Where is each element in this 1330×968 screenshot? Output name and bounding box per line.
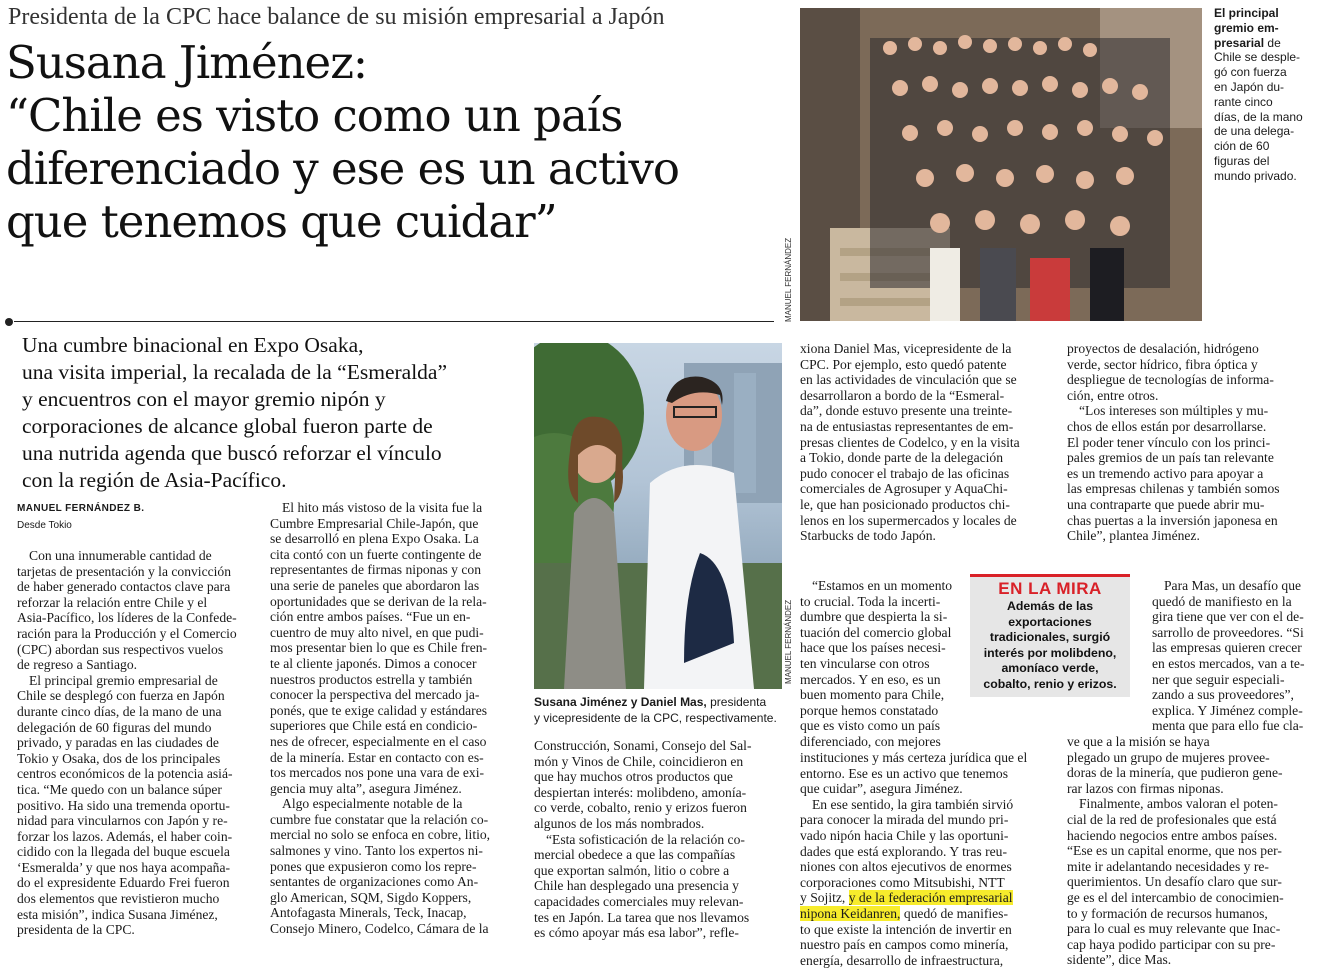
body-column-5-lower [1067, 734, 1317, 968]
photo-credit: MANUEL FERNÁNDEZ [784, 599, 793, 684]
text-line: Tokio y Osaka, dos de los principales [17, 750, 221, 766]
text-line: chos de ellos están por desarrollarse. [1067, 418, 1267, 434]
caption-bold: gremio em- [1214, 20, 1279, 35]
text-line: mercial no solo se enfoca en cobre, litio, [270, 827, 491, 843]
text-line: món y Vinos de Chile, coincidieron en [534, 753, 744, 769]
text-fragment: y Sojitz, [800, 890, 849, 906]
text-line: cumbre fue constatar que la relación co- [270, 811, 489, 827]
text-line: xiona Daniel Mas, vicepresidente de la [800, 341, 1012, 356]
group-illustration [800, 8, 1202, 321]
text-line: “Estamos en un momento [812, 578, 953, 593]
text-line: presas clientes de Codelco, y en la visita [800, 434, 1020, 450]
text-line: de la minería. Estar en contacto con es- [270, 749, 484, 765]
text-line: Construcción, Sonami, Consejo del Sal- [534, 738, 752, 753]
text-line: menta que para ello fue cla- [1152, 718, 1304, 734]
text-line: “Ese es un capital enorme, que nos per- [1067, 843, 1282, 859]
caption-bold: El principal [1214, 6, 1279, 20]
text-line: “Los intereses son múltiples y mu- [1079, 403, 1269, 419]
text-line: (CPC) abordan sus respectivos vuelos [17, 641, 224, 657]
text-line: chas puertas a la inversión japonesa en [1067, 512, 1278, 528]
body-column-1 [17, 548, 253, 938]
caption-line: ción de 60 [1214, 139, 1270, 154]
text-line: una contraparte que puede abrir mu- [1067, 496, 1265, 512]
text-line: mite ir adelantando necesidades y re- [1067, 858, 1269, 874]
text-line: ge es el del intercambio de conocimien- [1067, 889, 1284, 905]
text-line: despliegue de tecnologías de informa- [1067, 372, 1274, 388]
text-line: vado nipón hacia Chile y las oportuni- [800, 827, 1009, 843]
text-line: le, que han posicionado productos chi- [800, 496, 1010, 512]
text-line: es un tremendo activo para apoyar a [1067, 465, 1264, 481]
portrait-illustration [534, 343, 782, 689]
text-line: “Esta sofisticación de la relación co- [546, 831, 745, 847]
text-line: oportunidades que se derivan de la rela- [270, 593, 487, 609]
byline: MANUEL FERNÁNDEZ B. [17, 503, 145, 514]
body-column-5 [1067, 341, 1317, 544]
text-line: salmones y vino. Tanto los expertos ni- [270, 843, 483, 859]
text-line: querimientos. Un desafío claro que sur- [1067, 874, 1282, 890]
text-line: cial de la red de profesionales que está [1067, 811, 1277, 827]
divider [14, 321, 774, 322]
text-line: Asia-Pacífico, los líderes de la Confede- [17, 610, 237, 626]
text-line: ción entre ambos países. “Fue un en- [270, 609, 471, 625]
lede-line: una nutrida agenda que buscó reforzar el vínculo [22, 441, 442, 465]
headline [6, 36, 786, 248]
text-line: mercados. Y en eso, es un [800, 671, 941, 687]
group-caption [1214, 6, 1324, 184]
text-line: pudo conocer el trabajo de las oficinas [800, 465, 1010, 481]
text-line: nes de ofrecer, especialmente en el caso [270, 733, 487, 749]
headline-line: Susana Jiménez: [6, 36, 368, 89]
text-line: de regreso a Santiago. [17, 657, 138, 673]
caption-line: Chile se desple- [1214, 50, 1301, 65]
text-line: comerciales de Agrosuper y AquaChi- [800, 481, 1008, 497]
text-line: doras de la minería, que pudieron gene- [1067, 765, 1283, 781]
caption-line: gó con fuerza [1214, 65, 1287, 80]
text-line: ración para la Producción y el Comercio [17, 625, 237, 641]
text-line: instituciones y más certeza jurídica que el [800, 750, 1028, 765]
text-line: tica. “Me quedo con un balance súper [17, 781, 222, 797]
text-line: Con una innumerable cantidad de [29, 548, 212, 563]
text-line: que exportan salmón, litio o cobre a [534, 862, 730, 878]
text-line: que hay muchos otros productos que [534, 769, 733, 785]
text-line: Para Mas, un desafío que [1164, 578, 1302, 593]
text-line: na de entusiastas representantes de em- [800, 418, 1014, 434]
body-column-4 [800, 341, 1050, 544]
kicker: Presidenta de la CPC hace balance de su misión empresarial a Japón [8, 4, 665, 30]
text-line: que es visto como un país [800, 718, 941, 734]
text-line: a Tokio, donde parte de la delegación [800, 450, 1004, 466]
highlighted-text: nipona Keidanren, [800, 905, 901, 921]
text-line: to y formación de recursos humanos, [1067, 905, 1268, 921]
text-line: El principal gremio empresarial de [29, 672, 218, 688]
caption-bold: presarial [1214, 35, 1265, 50]
text-line: mos presentar bien lo que es Chile fren- [270, 640, 488, 656]
text-line: delegación de 60 figuras del mundo [17, 719, 212, 735]
portrait-caption [534, 694, 784, 726]
caption-line: y vicepresidente de la CPC, respectivamente. [534, 711, 777, 725]
text-line: para lo cual es muy relevante que Inac- [1067, 921, 1281, 937]
box-line: Además de las [1006, 599, 1094, 613]
text-line: superiores que Chile está en condicio- [270, 718, 478, 734]
text-line: mercial obedece a que las compañías [534, 847, 736, 863]
text-line: ‘Esmeralda’ y que nos haya acompaña- [17, 859, 230, 875]
text-line: capacidades comerciales muy relevan- [534, 893, 744, 909]
text-line: lenos en los supermercados y locales de [800, 512, 1017, 528]
text-line: Algo especialmente notable de la [282, 796, 463, 812]
text-line: pones que expusieron como los repre- [270, 858, 477, 874]
text-line: CPC. Por ejemplo, esto quedó patente [800, 356, 1007, 372]
text-line: cap haya podido participar con su pre- [1067, 936, 1276, 952]
body-column-4-narrow [800, 578, 966, 750]
text-line: dos elementos que revistieron mucho [17, 891, 220, 907]
text-line: sentantes de organizaciones como An- [270, 874, 479, 890]
text-line: privado, y paradas en las ciudades de [17, 735, 219, 751]
text-line: pales gremios de un país tan relevante [1067, 450, 1274, 466]
body-column-4-lower [800, 750, 1050, 968]
text-line: ponés, que te exige calidad y estándares [270, 702, 488, 718]
text-line: las empresas chilenas y también somos [1067, 481, 1280, 497]
caption-text: presidenta [710, 695, 767, 709]
box-line: amoníaco verde, [1001, 661, 1099, 675]
box-line: cobalto, renio y erizos. [983, 676, 1117, 691]
text-line: dades que está explorando. Y tras reu- [800, 843, 1007, 859]
text-line: El hito más vistoso de la visita fue la [282, 500, 483, 515]
text-line: tarjetas de presentación y la convicción [17, 563, 232, 579]
text-line: para conocer la mirada del mundo pri- [800, 812, 1009, 828]
text-line: do el expresidente Eduardo Frei fueron [17, 875, 230, 891]
text-line: sidente”, dice Mas. [1067, 952, 1172, 968]
text-line [800, 890, 1050, 906]
text-line: nuestro país en campos como minería, [800, 937, 1009, 953]
text-line: ción, entre otros. [1067, 387, 1159, 403]
text-line: tos mercados nos pone una vara de exi- [270, 765, 485, 781]
text-line: plegado un grupo de mujeres provee- [1067, 749, 1270, 765]
text-line: Consejo Minero, Codelco, Cámara de la [270, 921, 489, 937]
text-line: despiertan interés: molibdeno, amonía- [534, 784, 747, 800]
box-line: interés por molibdeno, [983, 645, 1117, 660]
text-line: hace que los países necesi- [800, 640, 946, 656]
text-line: niones con altos ejecutivos de enormes [800, 859, 1012, 875]
text-line: en las actividades de vinculación que se [800, 372, 1017, 388]
text-line: gira tiene que ver con el de- [1152, 609, 1304, 625]
caption-line: figuras del [1214, 153, 1270, 168]
text-line: te al cliente japonés. Dimos a conocer [270, 655, 477, 671]
text-line: las empresas quieren crecer [1152, 640, 1302, 656]
text-line [800, 906, 1050, 922]
caption-line: rante cinco [1214, 94, 1273, 109]
bullet-dot [5, 318, 13, 326]
text-line: rar lazos con firmas niponas. [1067, 780, 1224, 796]
caption-line: en Japón du- [1214, 79, 1285, 94]
text-line: buen momento para Chile, [800, 687, 945, 703]
text-line: durante cinco días, de la mano de una [17, 703, 222, 719]
text-line: forzar los lazos. Además, el haber coin- [17, 828, 233, 844]
text-line: positivo. Ha sido una tremenda oportu- [17, 797, 230, 813]
text-line: gencia muy alta”, asegura Jiménez. [270, 780, 462, 796]
text-line: Starbucks de todo Japón. [800, 528, 936, 544]
text-line: sarrollo de proveedores. “Si [1152, 624, 1304, 640]
text-line: dumbre que despierta la si- [800, 609, 948, 625]
dateline: Desde Tokio [17, 520, 72, 531]
text-line: Cumbre Empresarial Chile-Japón, que [270, 515, 479, 531]
text-line: glo American, SQM, Sigdo Koppers, [270, 889, 472, 905]
headline-line: “Chile es visto como un país [6, 89, 623, 142]
text-line: centros económicos de la potencia asiá- [17, 766, 233, 782]
text-line: es cómo apoyar más esa labor”, refle- [534, 925, 739, 941]
caption-line [534, 694, 784, 710]
text-line: quedó de manifiesto en la [1152, 593, 1292, 609]
caption-line: mundo privado. [1214, 168, 1297, 183]
portrait-photo [534, 343, 782, 689]
text-line: Antofagasta Minerals, Teck, Inacap, [270, 905, 467, 921]
text-line: cuentro de muy alto nivel, en que pudi- [270, 624, 484, 640]
lede-line: una visita imperial, la recalada de la “Esmeralda” [22, 360, 448, 384]
box-title: EN LA MIRA [998, 579, 1102, 598]
text-line: porque hemos constatado [800, 702, 939, 718]
lede-line: con la región de Asia-Pacífico. [22, 468, 287, 492]
text-line: El poder tener vínculo con los princi- [1067, 434, 1271, 450]
caption-bold: Susana Jiménez y Daniel Mas, [534, 695, 707, 709]
text-line: que cuidar”, asegura Jiménez. [800, 781, 963, 797]
body-column-3 [534, 738, 782, 941]
text-line: cita contó con un fuerte contingente de [270, 546, 482, 562]
text-line: da”, donde estuvo presente una treinte- [800, 403, 1013, 419]
caption-text: de [1267, 35, 1281, 50]
text-line: Finalmente, ambos valoran el poten- [1079, 796, 1278, 812]
text-line: zando a sus proveedores”, [1152, 687, 1294, 703]
lede-line: y encuentros con el mayor gremio nipón y [22, 387, 386, 411]
text-line: representantes de firmas niponas y con [270, 562, 482, 578]
text-line: una serie de paneles que abordaron las [270, 577, 480, 593]
text-line: esta misión”, indica Susana Jiménez, [17, 906, 218, 922]
text-line: haciendo negocios entre ambos países. [1067, 827, 1278, 843]
text-line: corporaciones como Mitsubishi, NTT [800, 874, 1005, 890]
text-line: verde, sector hídrico, fibra óptica y [1067, 356, 1258, 372]
text-line: explica. Y Jiménez comple- [1152, 702, 1303, 718]
text-fragment: quedó de manifies- [900, 905, 1009, 921]
caption-line: de una delega- [1214, 124, 1295, 139]
text-line: nidad para vincularnos con Japón y re- [17, 813, 228, 829]
text-line: se desarrolló en plena Expo Osaka. La [270, 531, 479, 547]
body-column-2 [270, 500, 516, 937]
text-line: tuación del comercio global [800, 624, 952, 640]
text-line: conocer la perspectiva del mercado ja- [270, 687, 480, 703]
text-line: proyectos de desalación, hidrógeno [1067, 341, 1259, 356]
en-la-mira-box [970, 574, 1130, 697]
box-line: exportaciones [1008, 614, 1092, 629]
box-body [970, 599, 1130, 692]
text-line: algunos de los más nombrados. [534, 815, 705, 831]
text-line: ten vincularse con otros [800, 655, 930, 671]
text-line: to crucial. Toda la incerti- [800, 593, 941, 609]
group-photo [800, 8, 1202, 321]
body-column-5-narrow [1152, 578, 1318, 734]
lede [22, 332, 522, 494]
text-line: Chile se desplegó con fuerza en Japón [17, 688, 225, 704]
text-line: ve que a la misión se haya [1067, 734, 1210, 749]
text-line: En ese sentido, la gira también sirvió [812, 796, 1014, 812]
text-line: en estos mercados, van a te- [1152, 655, 1305, 671]
lede-line: Una cumbre binacional en Expo Osaka, [22, 333, 364, 357]
headline-line: que tenemos que cuidar” [6, 195, 557, 248]
caption-line [1214, 6, 1324, 21]
text-line: Chile han desplegado una presencia y [534, 878, 739, 894]
text-line: reforzar la relación entre Chile y el [17, 594, 208, 610]
highlighted-text: y de la federación empresarial [848, 890, 1013, 906]
headline-line: diferenciado y ese es un activo [6, 142, 679, 195]
caption-line [1214, 21, 1324, 36]
text-line: presidenta de la CPC. [17, 922, 135, 938]
photo-credit: MANUEL FERNÁNDEZ [784, 237, 793, 322]
text-line: nuestros productos estrella y también [270, 671, 473, 687]
text-line: entorno. Ese es un activo que tenemos [800, 765, 1009, 781]
text-line: co verde, cobalto, renio y erizos fueron [534, 800, 747, 816]
text-line: ner que seguir especiali- [1152, 671, 1285, 687]
caption-line [1214, 36, 1324, 51]
text-line: de haber generado contactos clave para [17, 579, 231, 595]
text-line: Chile”, plantea Jiménez. [1067, 528, 1200, 544]
text-line: desarrollaron a bordo de la “Esmeral- [800, 387, 1005, 403]
text-line: diferenciado, con mejores [800, 733, 941, 749]
text-line: to que existe la intención de invertir en [800, 921, 1012, 937]
caption-line: días, de la mano [1214, 109, 1303, 124]
text-line: cidido con la llegada del buque escuela [17, 844, 230, 860]
text-line: tes en Japón. La tarea que nos llevamos [534, 909, 750, 925]
box-line: tradicionales, surgió [989, 630, 1111, 644]
text-line: energía, desarrollo de infraestructura, [800, 952, 1004, 968]
lede-line: corporaciones de alcance global fueron parte de [22, 414, 433, 438]
